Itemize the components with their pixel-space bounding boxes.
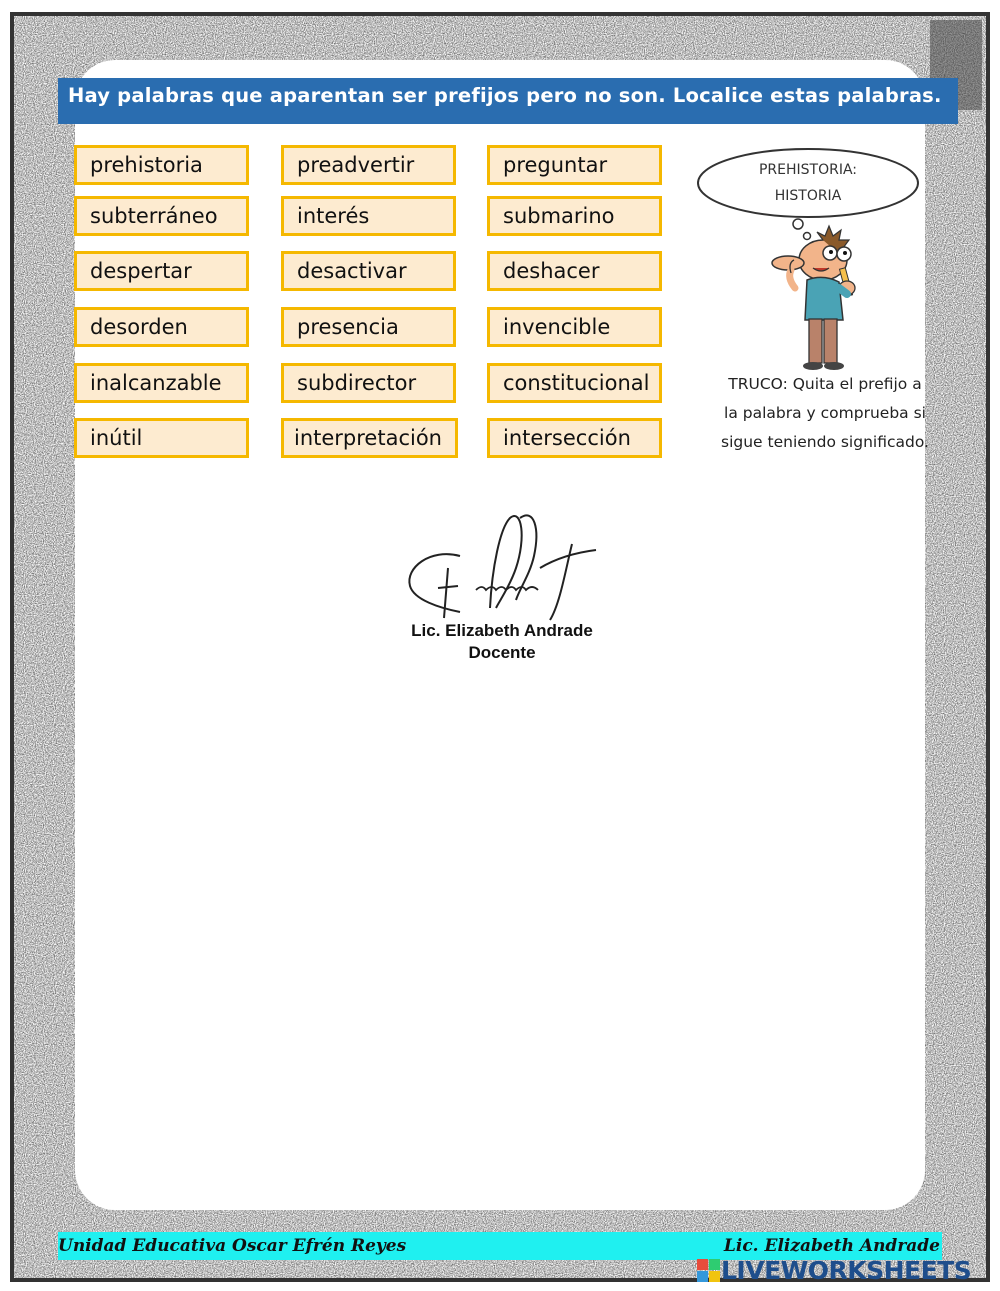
handwritten-signature <box>400 508 600 628</box>
liveworksheets-wordmark: LIVEWORKSHEETS <box>721 1256 972 1285</box>
word-box[interactable]: intersección <box>487 418 662 458</box>
word-box[interactable]: inalcanzable <box>74 363 249 403</box>
word-box[interactable]: prehistoria <box>74 145 249 185</box>
word-box[interactable]: interpretación <box>281 418 458 458</box>
word-box[interactable]: deshacer <box>487 251 662 291</box>
tip-line-2: la palabra y comprueba si <box>724 404 926 422</box>
word-box[interactable]: desorden <box>74 307 249 347</box>
word-box[interactable]: subterráneo <box>74 196 249 236</box>
tip-text <box>700 370 950 457</box>
bubble-line-1: PREHISTORIA: <box>758 162 858 178</box>
word-box[interactable]: submarino <box>487 196 662 236</box>
liveworksheets-logo[interactable] <box>697 1258 997 1286</box>
footer-school: Unidad Educativa Oscar Efrén Reyes <box>58 1236 407 1256</box>
footer-teacher: Lic. Elizabeth Andrade <box>723 1236 940 1256</box>
liveworksheets-badge-icon <box>697 1259 721 1283</box>
word-box[interactable]: inútil <box>74 418 249 458</box>
word-box[interactable]: constitucional <box>487 363 662 403</box>
word-box[interactable]: invencible <box>487 307 662 347</box>
word-box[interactable]: interés <box>281 196 456 236</box>
word-box[interactable]: despertar <box>74 251 249 291</box>
tip-line-1: TRUCO: Quita el prefijo a <box>728 375 922 393</box>
signature-name: Lic. Elizabeth Andrade <box>411 621 593 640</box>
word-box[interactable]: preadvertir <box>281 145 456 185</box>
word-box[interactable]: preguntar <box>487 145 662 185</box>
instruction-banner: Hay palabras que aparentan ser prefijos pero no son. Localice estas palabras. <box>58 78 958 124</box>
word-box[interactable]: desactivar <box>281 251 456 291</box>
thinking-man-illustration <box>695 148 935 373</box>
tip-line-3: sigue teniendo significado. <box>721 433 929 451</box>
bubble-line-2: HISTORIA <box>774 188 842 204</box>
word-box[interactable]: presencia <box>281 307 456 347</box>
word-box[interactable]: subdirector <box>281 363 456 403</box>
signature-role: Docente <box>468 643 536 662</box>
